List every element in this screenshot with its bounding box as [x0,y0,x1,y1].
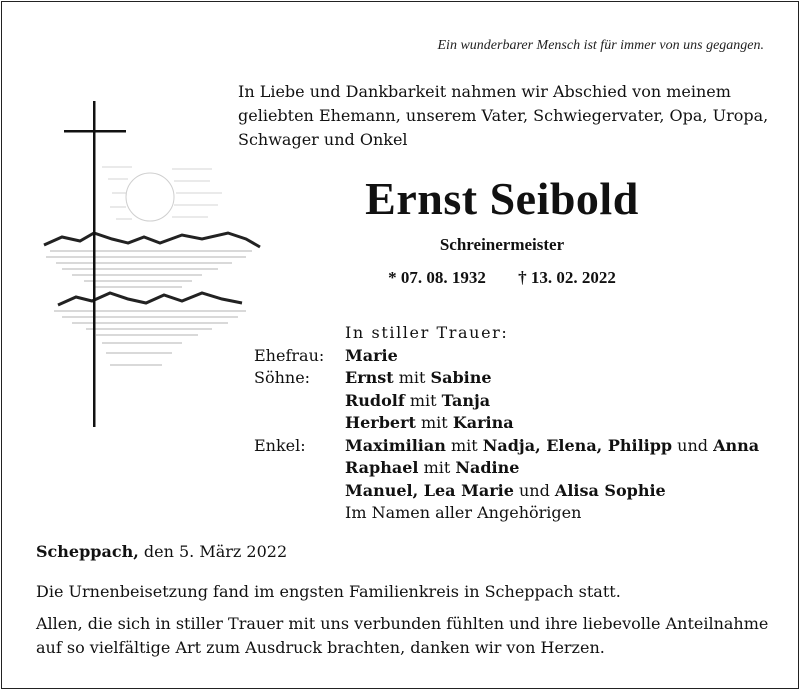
connector-text: mit [445,435,483,455]
mourner-name: Marie [345,345,398,365]
burial-note: Die Urnenbeisetzung fand im engsten Familienkreis in Scheppach statt. [36,582,621,601]
deceased-name: Ernst Seibold [365,173,639,224]
mourner-name: Herbert [345,413,416,432]
mourner-names [345,345,398,368]
mourner-names [345,502,581,525]
mourner-name: Karina [452,413,514,432]
mourner-relation-label: Enkel: [254,435,306,455]
mourner-name: Nadja, Elena, Philipp [482,435,673,455]
mourner-name: Rudolf [345,390,405,410]
mourner-name: Tanja [441,390,491,410]
thanks-note: Allen, die sich in stiller Trauer mit uns verbunden fühlten und ihre liebevolle Anteilnahme auf so vielfältige Art zum Ausdruck brachten, danken wir von Herzen. [36,614,769,657]
connector-text: mit [415,413,453,432]
mourner-relation-label: Ehefrau: [254,345,325,365]
mourners-heading: In stiller Trauer: [345,323,509,342]
mourner-name: Anna [713,435,760,455]
mourner-names [345,457,519,480]
intro-text: In Liebe und Dankbarkeit nahmen wir Abschied von meinem geliebten Ehemann, unserem Vater, Schwiegervater, Opa, Uropa, Schwager und Onkel [238,82,769,149]
place-town: Scheppach, [36,542,139,561]
connector-text: mit [393,368,431,387]
mourner-name: Nadine [455,458,520,477]
mourner-relation-label: Söhne: [254,368,311,387]
mourner-names [345,390,490,413]
motto: Ein wunderbarer Mensch ist für immer von uns gegangen. [437,38,764,53]
obituary-notice [1,1,799,689]
birth-date: * 07. 08. 1932 [388,268,486,287]
mourner-names [345,412,514,435]
connector-text: und [513,480,555,500]
mourner-name: Manuel, Lea Marie [345,480,514,500]
deceased-profession: Schreinermeister [439,235,565,254]
place-date [36,542,287,561]
death-date: † 13. 02. 2022 [518,268,616,287]
mourner-name: Alisa Sophie [554,480,666,500]
mourner-name: Sabine [430,368,492,387]
mourner-names [345,435,759,458]
mourner-name: Raphael [345,458,419,477]
mourner-name: Ernst [345,368,394,387]
connector-text: mit [418,458,456,477]
place-date-text: den 5. März 2022 [138,542,288,561]
connector-text: Im Namen aller Angehörigen [345,503,582,522]
mourner-names [345,480,666,503]
mourner-name: Maximilian [345,435,446,455]
cross-moon-mountains-icon [32,97,272,437]
connector-text: und [672,435,714,455]
life-dates [242,268,762,288]
mourner-names [345,367,492,390]
connector-text: mit [404,390,442,410]
